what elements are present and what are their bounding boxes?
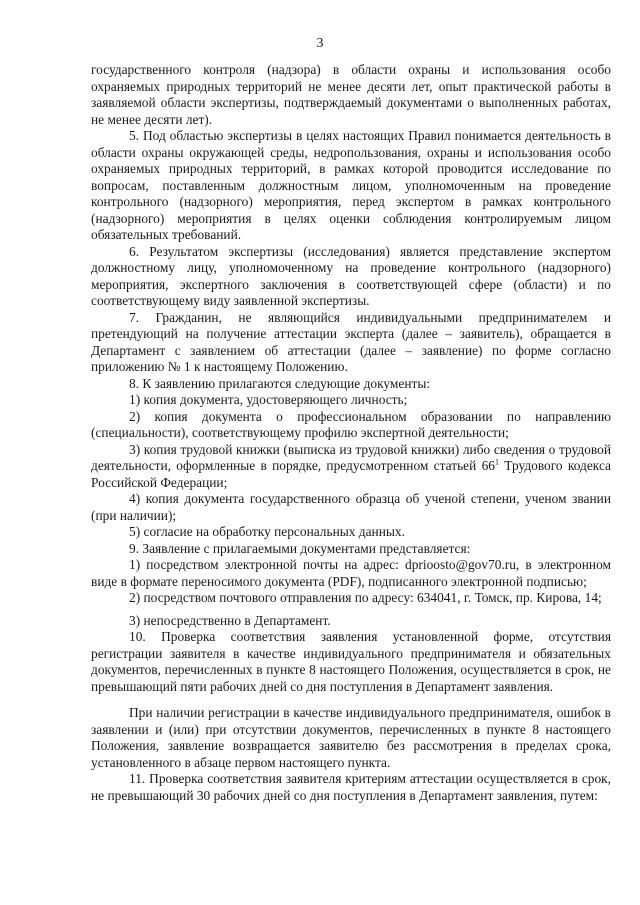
paragraph-item-8: 8. К заявлению прилагаются следующие документы: bbox=[129, 375, 431, 391]
list-item-8-3-start: 3) копия трудовой книжки (выписка из трудовой книжки) либо сведения о трудовой деятельности, оформленные в порядке, предусмотренном статьей 66 bbox=[91, 441, 611, 473]
paragraph-item-10: 10. Проверка соответствия заявления установленной форме, отсутствия регистрации заявителя в качестве индивидуального предпринимателя и обязательных документов, перечисленных в пункте 8 настоящего Положения, осуществляется в срок, не превышающий пяти рабочих дней со дня поступления в Департамент заявления. bbox=[91, 629, 611, 694]
paragraph-item-9: 9. Заявление с прилагаемыми документами представляется: bbox=[129, 540, 471, 556]
list-item-8-3-end: Трудового кодекса Российской Федерации; bbox=[91, 458, 612, 490]
list-item-9-1: 1) посредством электронной почты на адрес: dprioosto@gov70.ru, в электронном виде в формате переносимого документа (PDF), подписанного электронной подписью; bbox=[91, 557, 611, 589]
paragraph-continuation: государственного контроля (надзора) в области охраны и использования особо охраняемых природных территорий не менее десяти лет, опыт практической работы в заявляемой области экспертизы, подтверждаемый документами о выполненных работах, не менее десяти лет). bbox=[91, 62, 611, 127]
list-item-9-2: 2) посредством почтового отправления по адресу: 634041, г. Томск, пр. Кирова, 14; bbox=[129, 590, 602, 605]
page-number: 3 bbox=[316, 36, 324, 51]
paragraph-item-11: 11. Проверка соответствия заявителя критериям аттестации осуществляется в срок, не превышающий 30 рабочих дней со дня поступления в Департамент заявления, путем: bbox=[91, 771, 611, 803]
list-item-8-4: 4) копия документа государственного образца об ученой степени, ученом звании (при наличии); bbox=[91, 491, 611, 523]
paragraph-item-5: 5. Под областью экспертизы в целях настоящих Правил понимается деятельность в области охраны окружающей среды, недропользования, охраны и использования особо охраняемых природных территорий, в рамках которой проводится исследование по вопросам, поставленным должностным лицом, уполномоченным на проведение контрольного (надзорного) мероприятия, перед экспертом в рамках контрольного (надзорного) мероприятия в целях оценки соблюдения контролируемым лицом обязательных требований. bbox=[91, 128, 611, 242]
article-superscript: 1 bbox=[494, 457, 499, 467]
list-item-9-3: 3) непосредственно в Департамент. bbox=[129, 612, 331, 628]
list-item-8-3 bbox=[91, 442, 611, 492]
list-item-8-1: 1) копия документа, удостоверяющего личность; bbox=[129, 392, 408, 407]
document-body bbox=[91, 62, 611, 804]
paragraph-item-10-second: При наличии регистрации в качестве индивидуального предпринимателя, ошибок в заявлении и (или) при отсутствии документов, перечисленных в пункте 8 настоящего Положения, заявление возвращается заявителю без рассмотрения в пределах срока, установленного в абзаце первом настоящего пункта. bbox=[91, 705, 611, 770]
list-item-8-5: 5) согласие на обработку персональных данных. bbox=[129, 524, 405, 539]
paragraph-item-6: 6. Результатом экспертизы (исследования) является представление экспертом должностному лицу, уполномоченному на проведение контрольного (надзорного) мероприятия, экспертного заключения в соответствующей сфере (области) и по соответствующему виду заявленной экспертизы. bbox=[91, 243, 611, 308]
paragraph-item-7: 7. Гражданин, не являющийся индивидуальными предпринимателем и претендующий на получение аттестации эксперта (далее – заявитель), обращается в Департамент с заявлением об аттестации (далее – заявление) по форме согласно приложению № 1 к настоящему Положению. bbox=[91, 309, 611, 374]
list-item-8-2: 2) копия документа о профессиональном образовании по направлению (специальности), соответствующему профилю экспертной деятельности; bbox=[91, 408, 611, 440]
